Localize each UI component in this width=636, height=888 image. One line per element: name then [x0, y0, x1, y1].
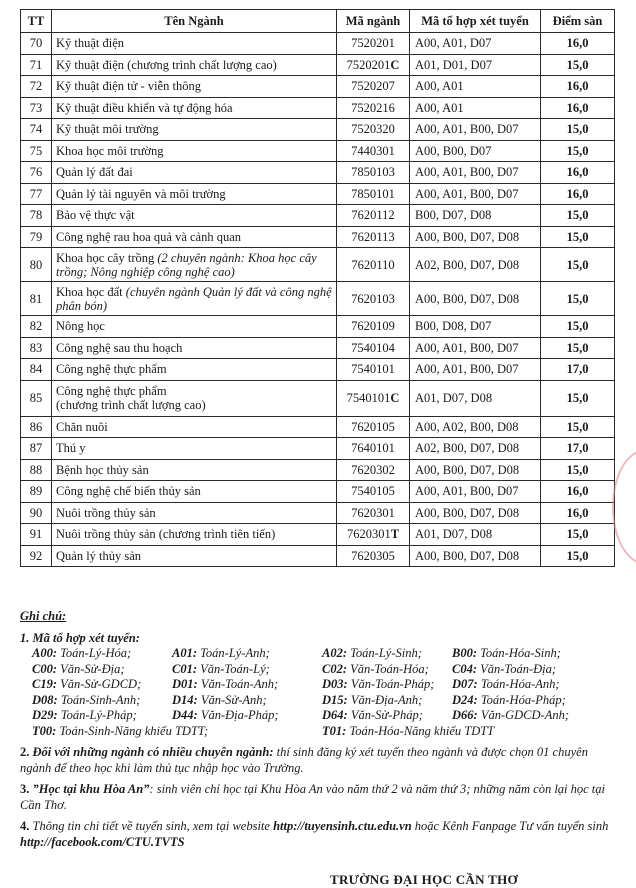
- major-code-number: 7640101: [351, 441, 395, 456]
- major-name-line2: (chương trình chất lượng cao): [56, 398, 206, 412]
- combination-code: [452, 662, 622, 678]
- note-4-number: 4.: [20, 819, 30, 833]
- major-code-number: 7620302: [351, 462, 395, 477]
- table-row: [21, 33, 615, 55]
- major-name: [52, 54, 337, 76]
- major-name: [52, 337, 337, 359]
- combination-code-subjects: Toán-Lý-Anh;: [200, 646, 270, 660]
- note-4-text-1: Thông tin chi tiết về tuyển sinh, xem tại website: [29, 819, 274, 833]
- combination-code: [32, 724, 322, 740]
- table-row: [21, 337, 615, 359]
- combination-code-subjects: Toán-Hóa-Năng khiếu TDTT: [349, 723, 495, 738]
- major-code-number: 7620301: [351, 505, 395, 520]
- major-code-number: 7540101: [351, 362, 395, 377]
- major-name-text: Kỹ thuật môi trường: [56, 122, 159, 137]
- combination-code-subjects: Văn-Địa-Anh;: [350, 692, 423, 707]
- combination-code-subjects: Văn-Sử-Anh;: [200, 692, 267, 707]
- major-code: [337, 416, 410, 438]
- subject-combination: A00, A01, B00, D07: [410, 183, 541, 205]
- combination-code: [32, 677, 172, 693]
- major-code-number: 7520207: [351, 79, 395, 94]
- table-row: [21, 205, 615, 227]
- major-name-text: Khoa học môi trường: [56, 143, 164, 158]
- major-name: [52, 481, 337, 503]
- combination-code-subjects: Toán-Sinh-Năng khiếu TDTT;: [59, 723, 209, 738]
- combination-code-id: A02:: [322, 646, 347, 660]
- major-code: [337, 359, 410, 381]
- subject-combination: A02, B00, D07, D08: [410, 248, 541, 282]
- cutoff-score: 15,0: [541, 248, 615, 282]
- row-number: 83: [21, 337, 52, 359]
- cutoff-score-table: [20, 9, 615, 567]
- major-name: [52, 33, 337, 55]
- subject-combination: A00, A01, B00, D07: [410, 359, 541, 381]
- cutoff-score: 15,0: [541, 545, 615, 567]
- combination-code-id: D66:: [452, 708, 478, 722]
- major-name: [52, 359, 337, 381]
- combination-code-id: D64:: [322, 708, 348, 722]
- table-row: [21, 119, 615, 141]
- major-code: [337, 33, 410, 55]
- combination-code-id: T00:: [32, 723, 57, 738]
- major-name-note: (chuyên ngành Quản lý đất và công nghệ phân bón): [56, 284, 332, 313]
- major-code-number: 7540104: [351, 340, 395, 355]
- major-code-number: 7520201: [346, 57, 391, 72]
- section1-title: 1. Mã tổ hợp xét tuyển:: [20, 630, 140, 645]
- combination-code-subjects: Toán-Lý-Sinh;: [350, 646, 422, 660]
- major-code: [337, 481, 410, 503]
- major-name-text: Bệnh học thủy sản: [56, 462, 149, 477]
- header-ten-nganh: Tên Ngành: [52, 10, 337, 33]
- note-3-text: : sinh viên chỉ học tại Khu Hòa An vào năm thứ 2 và năm thứ 3; những năm còn lại học tại Cần Thơ.: [20, 782, 606, 812]
- subject-combination: A01, D01, D07: [410, 54, 541, 76]
- combination-code: [172, 662, 322, 678]
- major-code: [337, 119, 410, 141]
- major-name-text: Kỹ thuật điều khiển và tự động hóa: [56, 100, 233, 115]
- subject-combination: A00, A02, B00, D08: [410, 416, 541, 438]
- combination-code-id: D24:: [452, 692, 478, 707]
- combination-code-id: C19:: [32, 677, 57, 691]
- major-code: [337, 459, 410, 481]
- major-name: [52, 140, 337, 162]
- table-row: [21, 316, 615, 338]
- major-code-number: 7620110: [351, 257, 395, 272]
- combination-code: [32, 708, 172, 724]
- major-name-text: Công nghệ sau thu hoạch: [56, 340, 183, 355]
- header-diem-san: Điểm sàn: [541, 10, 615, 33]
- subject-combination: B00, D07, D08: [410, 205, 541, 227]
- combination-code-id: D15:: [322, 692, 348, 707]
- major-code: [337, 282, 410, 316]
- subject-combination: A00, A01, B00, D07: [410, 481, 541, 503]
- table-row: [21, 282, 615, 316]
- cutoff-score: 16,0: [541, 76, 615, 98]
- note-3-number: 3.: [20, 782, 30, 796]
- combination-code: [32, 646, 172, 662]
- row-number: 73: [21, 97, 52, 119]
- major-name: [52, 459, 337, 481]
- cutoff-score: 15,0: [541, 416, 615, 438]
- table-row: [21, 248, 615, 282]
- combination-code: [322, 677, 452, 693]
- row-number: 86: [21, 416, 52, 438]
- table-row: [21, 524, 615, 546]
- row-number: 88: [21, 459, 52, 481]
- major-name: [52, 119, 337, 141]
- major-code: [337, 337, 410, 359]
- cutoff-score: 16,0: [541, 481, 615, 503]
- header-ma-nganh: Mã ngành: [337, 10, 410, 33]
- major-name-text: Kỹ thuật điện (chương trình chất lượng cao): [56, 57, 277, 72]
- major-code-number: 7620305: [351, 548, 395, 563]
- subject-combination: A00, B00, D07, D08: [410, 502, 541, 524]
- subject-combination: A00, A01, B00, D07: [410, 119, 541, 141]
- major-name: [52, 316, 337, 338]
- row-number: 77: [21, 183, 52, 205]
- combination-code-subjects: Văn-Toán-Địa;: [480, 661, 557, 676]
- major-name-text: Kỹ thuật điện: [56, 36, 125, 51]
- major-name: [52, 524, 337, 546]
- note-2-text: thí sinh đăng ký xét tuyển theo ngành và được chọn 01 chuyên ngành để theo học khi làm thủ tục nhập học vào Trường.: [20, 745, 588, 775]
- combination-code-id: D03:: [322, 677, 348, 691]
- cutoff-score: 15,0: [541, 459, 615, 481]
- major-code-number: 7620113: [351, 229, 395, 244]
- combination-code: [322, 693, 452, 709]
- row-number: 72: [21, 76, 52, 98]
- major-code: [337, 545, 410, 567]
- combination-code: [172, 708, 322, 724]
- major-code-suffix: C: [390, 391, 400, 405]
- major-code-number: 7520201: [351, 36, 395, 51]
- major-name-text: Kỹ thuật điện tử - viễn thông: [56, 79, 201, 94]
- table-row: [21, 545, 615, 567]
- major-code-number: 7850101: [351, 186, 395, 201]
- table-row: [21, 97, 615, 119]
- subject-combination: A00, A01, B00, D07: [410, 337, 541, 359]
- header-tt: TT: [21, 10, 52, 33]
- row-number: 82: [21, 316, 52, 338]
- table-body: [21, 33, 615, 567]
- red-seal-stamp: [612, 450, 636, 564]
- major-name-text: Công nghệ chế biến thủy sản: [56, 484, 201, 499]
- combination-code: [172, 646, 322, 662]
- major-code-number: 7620301: [346, 527, 391, 542]
- major-code-number: 7540105: [351, 484, 395, 499]
- subject-combination: A02, B00, D07, D08: [410, 438, 541, 460]
- subject-combination: B00, D08, D07: [410, 316, 541, 338]
- combination-code-id: A00:: [32, 646, 57, 660]
- cutoff-score: 16,0: [541, 162, 615, 184]
- note-3: [20, 782, 620, 813]
- row-number: 70: [21, 33, 52, 55]
- major-code-number: 7850103: [351, 165, 395, 180]
- major-code-number: 7620109: [351, 319, 395, 334]
- major-code: [337, 183, 410, 205]
- combination-code-id: A01:: [172, 646, 197, 660]
- major-name: [52, 97, 337, 119]
- combination-code: [452, 693, 622, 709]
- combination-code-subjects: Văn-Sử-GDCD;: [60, 677, 142, 691]
- table-row: [21, 359, 615, 381]
- major-name-text: Khoa học đất: [56, 284, 123, 299]
- major-code-number: 7440301: [351, 143, 395, 158]
- major-name: [52, 205, 337, 227]
- cutoff-score: 15,0: [541, 119, 615, 141]
- table-row: [21, 438, 615, 460]
- row-number: 91: [21, 524, 52, 546]
- major-code: [337, 162, 410, 184]
- combination-code: [32, 662, 172, 678]
- table-row: [21, 162, 615, 184]
- table-row: [21, 380, 615, 416]
- combination-code-subjects: Toán-Hóa-Sinh;: [480, 646, 561, 660]
- cutoff-score: 17,0: [541, 438, 615, 460]
- major-code-number: 7520216: [351, 100, 395, 115]
- cutoff-score: 15,0: [541, 316, 615, 338]
- row-number: 76: [21, 162, 52, 184]
- subject-combination: A00, B00, D07, D08: [410, 282, 541, 316]
- major-name-text: Nuôi trồng thủy sản: [56, 505, 156, 520]
- major-name-text: Quản lý tài nguyên và môi trường: [56, 186, 226, 201]
- combination-code-id: D44:: [172, 708, 198, 722]
- major-name: [52, 183, 337, 205]
- cutoff-score: 16,0: [541, 183, 615, 205]
- major-code-number: 7620105: [351, 419, 395, 434]
- subject-combination: A00, A01: [410, 76, 541, 98]
- combination-code-id: C04:: [452, 661, 477, 676]
- major-name-text: Khoa học cây trồng: [56, 250, 155, 265]
- combination-code-subjects: Toán-Sinh-Anh;: [60, 692, 141, 707]
- major-code: [337, 140, 410, 162]
- major-name: [52, 438, 337, 460]
- combination-code-subjects: Toán-Lý-Hóa;: [60, 646, 132, 660]
- combination-code-id: C01:: [172, 661, 197, 676]
- subject-combination: A00, B00, D07: [410, 140, 541, 162]
- combination-code: [322, 662, 452, 678]
- note-4-text-2: hoặc Kênh Fanpage Tư vấn tuyển sinh: [411, 819, 609, 833]
- table-row: [21, 481, 615, 503]
- notes-section: [20, 609, 620, 850]
- cutoff-score: 16,0: [541, 33, 615, 55]
- combination-code-id: D07:: [452, 677, 478, 691]
- major-name: [52, 162, 337, 184]
- major-name-note: (2 chuyên ngành: Khoa học cây trồng; Nông nghiệp công nghệ cao): [56, 250, 317, 279]
- major-name-text: Công nghệ rau hoa quả và cảnh quan: [56, 229, 242, 244]
- cutoff-score: 15,0: [541, 226, 615, 248]
- major-name-text: Bảo vệ thực vật: [56, 208, 135, 223]
- table-row: [21, 76, 615, 98]
- major-name: [52, 76, 337, 98]
- row-number: 90: [21, 502, 52, 524]
- subject-combination: A01, D07, D08: [410, 524, 541, 546]
- table-row: [21, 459, 615, 481]
- major-name: [52, 248, 337, 282]
- row-number: 84: [21, 359, 52, 381]
- combination-code-subjects: Văn-Toán-Lý;: [200, 661, 270, 676]
- subject-combination: A00, A01, B00, D07: [410, 162, 541, 184]
- major-name: [52, 502, 337, 524]
- major-code: [337, 226, 410, 248]
- row-number: 74: [21, 119, 52, 141]
- cutoff-score: 15,0: [541, 524, 615, 546]
- combination-code-id: C02:: [322, 661, 347, 676]
- website-link[interactable]: http://tuyensinh.ctu.edu.vn: [273, 819, 412, 833]
- major-name-text: Thú y: [56, 441, 86, 456]
- cutoff-score: 15,0: [541, 205, 615, 227]
- major-name-text: Chăn nuôi: [56, 419, 108, 434]
- cutoff-score: 16,0: [541, 502, 615, 524]
- major-code: [337, 502, 410, 524]
- cutoff-score: 17,0: [541, 359, 615, 381]
- combination-code: [322, 646, 452, 662]
- subject-combination: A00, A01, D07: [410, 33, 541, 55]
- cutoff-score: 15,0: [541, 380, 615, 416]
- combination-code-subjects: Toán-Hóa-Pháp;: [480, 692, 566, 707]
- major-name-text: Công nghệ thực phẩm: [56, 362, 167, 377]
- row-number: 85: [21, 380, 52, 416]
- cutoff-score: 15,0: [541, 140, 615, 162]
- major-code: [337, 524, 410, 546]
- major-code-number: 7620112: [351, 208, 395, 223]
- major-name-text: Nuôi trồng thủy sản (chương trình tiên tiến): [56, 527, 276, 542]
- major-code: [337, 248, 410, 282]
- table-row: [21, 502, 615, 524]
- signature-title: TRƯỜNG ĐẠI HỌC CẦN THƠ: [330, 872, 518, 887]
- row-number: 80: [21, 248, 52, 282]
- major-name-text: Nông học: [56, 319, 105, 334]
- combination-code-subjects: Văn-Sử-Địa;: [60, 661, 125, 676]
- note-3-bold: ”Học tại khu Hòa An”: [32, 782, 150, 796]
- table-row: [21, 140, 615, 162]
- major-name-text: Công nghệ thực phẩm: [56, 384, 167, 398]
- row-number: 87: [21, 438, 52, 460]
- combination-code: [452, 646, 622, 662]
- major-name: [52, 282, 337, 316]
- major-code: [337, 76, 410, 98]
- combination-code: [172, 677, 322, 693]
- table-row: [21, 416, 615, 438]
- major-code: [337, 316, 410, 338]
- major-code: [337, 54, 410, 76]
- major-code-number: 7520320: [351, 122, 395, 137]
- major-name-text: Quản lý đất đai: [56, 165, 133, 180]
- major-name: [52, 416, 337, 438]
- combination-code-subjects: Văn-Toán-Hóa;: [350, 661, 429, 676]
- row-number: 71: [21, 54, 52, 76]
- notes-title: Ghi chú:: [20, 609, 67, 623]
- combination-code-id: D14:: [172, 692, 198, 707]
- header-to-hop: Mã tổ hợp xét tuyển: [410, 10, 541, 33]
- combination-code: [322, 708, 452, 724]
- major-code: [337, 380, 410, 416]
- major-name: [52, 380, 337, 416]
- note-2-number: 2.: [20, 745, 30, 759]
- major-name-text: Quản lý thủy sản: [56, 548, 142, 563]
- note-2: [20, 745, 620, 776]
- combination-code-id: B00:: [452, 646, 477, 660]
- table-header-row: [21, 10, 615, 33]
- row-number: 78: [21, 205, 52, 227]
- major-code: [337, 205, 410, 227]
- subject-combination-codes: [20, 646, 620, 739]
- combination-code-id: C00:: [32, 661, 57, 676]
- note-2-bold: Đối với những ngành có nhiều chuyên ngành:: [32, 745, 274, 759]
- combination-code-id: D08:: [32, 692, 58, 707]
- cutoff-score: 16,0: [541, 97, 615, 119]
- row-number: 75: [21, 140, 52, 162]
- combination-code-subjects: Văn-Toán-Pháp;: [350, 677, 435, 691]
- major-code: [337, 97, 410, 119]
- subject-combination: A00, B00, D07, D08: [410, 459, 541, 481]
- subject-combination: A01, D07, D08: [410, 380, 541, 416]
- combination-code: [452, 677, 622, 693]
- table-row: [21, 183, 615, 205]
- combination-code: [322, 724, 622, 740]
- combination-code-subjects: Văn-GDCD-Anh;: [480, 708, 570, 722]
- table-row: [21, 226, 615, 248]
- major-name: [52, 545, 337, 567]
- combination-code: [32, 693, 172, 709]
- combination-code-subjects: Văn-Sử-Pháp;: [350, 708, 423, 722]
- row-number: 79: [21, 226, 52, 248]
- cutoff-score: 15,0: [541, 282, 615, 316]
- combination-code-subjects: Văn-Toán-Anh;: [200, 677, 279, 691]
- combination-code-id: T01:: [322, 723, 347, 738]
- subject-combination: A00, B00, D07, D08: [410, 545, 541, 567]
- combination-code-subjects: Văn-Địa-Pháp;: [200, 708, 279, 722]
- combination-code-subjects: Toán-Hóa-Anh;: [480, 677, 560, 691]
- combination-code-id: D01:: [172, 677, 198, 691]
- subject-combination: A00, A01: [410, 97, 541, 119]
- combination-code-subjects: Toán-Lý-Pháp;: [60, 708, 137, 722]
- row-number: 89: [21, 481, 52, 503]
- combination-code: [172, 693, 322, 709]
- major-code-number: 7540101: [346, 391, 391, 405]
- table-row: [21, 54, 615, 76]
- cutoff-score: 15,0: [541, 54, 615, 76]
- major-code-number: 7620103: [351, 291, 395, 306]
- major-code: [337, 438, 410, 460]
- note-4: [20, 819, 620, 850]
- major-code-suffix: T: [390, 527, 400, 542]
- row-number: 81: [21, 282, 52, 316]
- combination-code-id: D29:: [32, 708, 58, 722]
- fanpage-link[interactable]: http://facebook.com/CTU.TVTS: [20, 834, 185, 849]
- major-code-suffix: C: [390, 57, 400, 72]
- combination-code: [452, 708, 622, 724]
- cutoff-score: 15,0: [541, 337, 615, 359]
- row-number: 92: [21, 545, 52, 567]
- major-name: [52, 226, 337, 248]
- subject-combination: A00, B00, D07, D08: [410, 226, 541, 248]
